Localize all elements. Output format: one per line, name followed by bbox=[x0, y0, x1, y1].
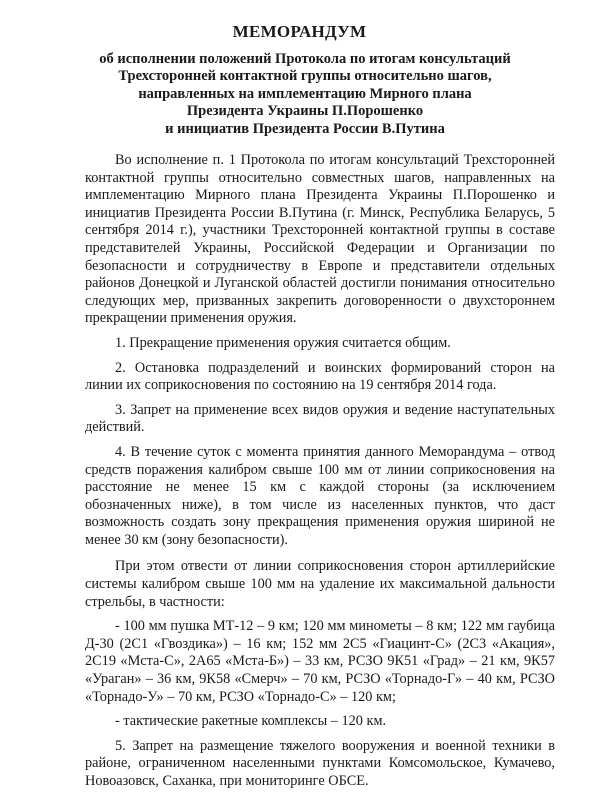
point-3: 3. Запрет на применение всех видов оружия и ведение наступательных действий. bbox=[85, 401, 555, 436]
point-5: 5. Запрет на размещение тяжелого вооружения и военной техники в районе, ограниченном населенными пунктами Комсомольское, Кумачево, Новоазовск, Саханка, при мониторинге ОБСЕ. bbox=[85, 737, 555, 789]
subtitle-line: Президента Украины П.Порошенко bbox=[186, 103, 424, 120]
document-body bbox=[85, 152, 555, 791]
intro-paragraph: Во исполнение п. 1 Протокола по итогам консультаций Трехсторонней контактной группы относительно совместных шагов, направленных на имплементацию Мирного плана Президента Украины П.Порошенко и инициатив Президента России В.Путина (г. Минск, Республика Беларусь, 5 сентября 2014 г.), участники Трехсторонней контактной группы в составе представителей Украины, Российской Федерации и Организации по безопасности и сотрудничеству в Европе и представители отдельных районов Донецкой и Луганской областей достигли понимания относительно следующих мер, призванных закрепить договоренности о двухстороннем прекращении применения оружия. bbox=[85, 152, 555, 327]
subtitle-line: и инициатив Президента России В.Путина bbox=[165, 120, 445, 137]
document-subtitle bbox=[60, 51, 550, 138]
point-2: 2. Остановка подразделений и воинских формирований сторон на линии их соприкосновения по состоянию на 19 сентября 2014 года. bbox=[85, 359, 555, 394]
point-4: 4. В течение суток с момента принятия данного Меморандума – отвод средств поражения калибром свыше 100 мм от линии соприкосновения на расстояние не менее 15 км с каждой стороны (за исключением обозначенных ниже), в том числе из населенных пунктов, что даст возможность создать зону прекращения применения оружия шириной не менее 30 км (зону безопасности). bbox=[85, 443, 555, 548]
subtitle-line: Трехсторонней контактной группы относительно шагов, bbox=[118, 68, 492, 85]
missiles-paragraph: - тактические ракетные комплексы – 120 км. bbox=[115, 713, 387, 730]
subtitle-line: об исполнении положений Протокола по итогам консультаций bbox=[99, 51, 511, 67]
point-1: 1. Прекращение применения оружия считается общим. bbox=[115, 334, 451, 351]
artillery-list: - 100 мм пушка МТ-12 – 9 км; 120 мм минометы – 8 км; 122 мм гаубица Д-30 (2С1 «Гвоздика») – 16 км; 152 мм 2С5 «Гиацинт-С» (2С3 «Акация», 2С19 «Мста-С», 2А65 «Мста-Б») – 33 км, РСЗО 9К51 «Град» – 21 км, 9К57 «Ураган» – 36 км, 9К58 «Смерч» – 70 км, РСЗО «Торнадо-Г» – 40 км, РСЗО «Торнадо-У» – 70 км, РСЗО «Торнадо-С» – 120 км; bbox=[85, 618, 555, 705]
document-title: МЕМОРАНДУМ bbox=[232, 22, 367, 41]
subtitle-line: направленных на имплементацию Мирного плана bbox=[138, 85, 472, 102]
artillery-intro: При этом отвести от линии соприкосновения сторон артиллерийские системы калибром свыше 100 мм на удаление их максимальной дальности стрельбы, в частности: bbox=[85, 558, 555, 610]
